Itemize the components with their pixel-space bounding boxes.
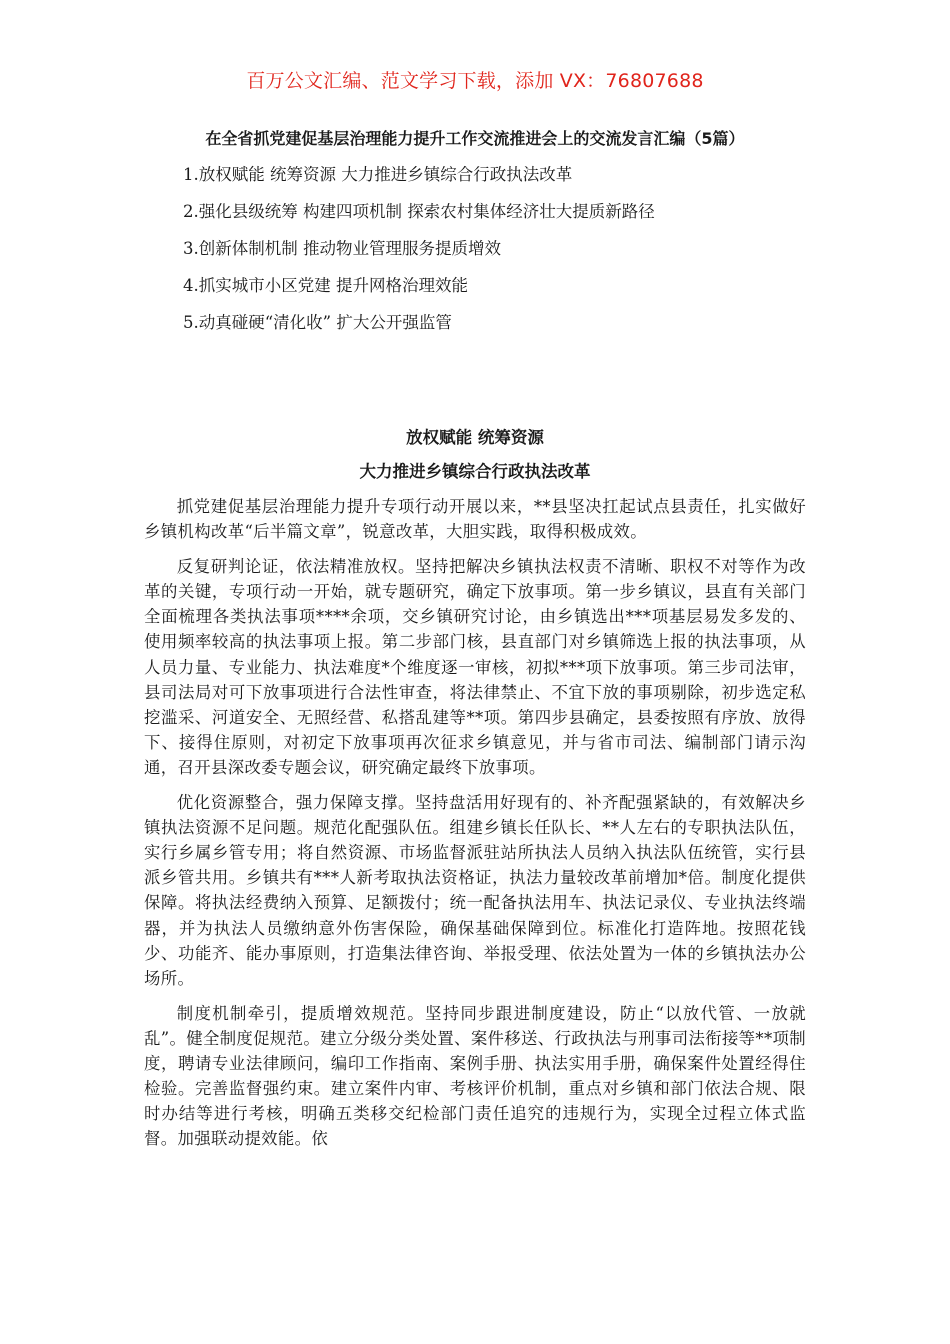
body-paragraph: 制度机制牵引，提质增效规范。坚持同步跟进制度建设，防止“以放代管、一放就乱”。健全制度促规范。建立分级分类处置、案件移送、行政执法与刑事司法衔接等**项制度，聘请专业法律顾问，编印工作指南、案例手册、执法实用手册，确保案件处置经得住检验。完善监督强约束。建立案件内审、考核评价机制，重点对乡镇和部门依法合规、限时办结等进行考核，明确五类移交纪检部门责任追究的违规行为，实现全过程立体式监督。加强联动提效能。依	[144, 1003, 806, 1149]
section-title-line1: 放权赋能 统筹资源	[406, 428, 544, 447]
body-paragraph: 抓党建促基层治理能力提升专项行动开展以来，**县坚决扛起试点县责任，扎实做好乡镇机构改革“后半篇文章”，锐意改革，大胆实践，取得积极成效。	[144, 497, 806, 542]
toc-item: 1.放权赋能 统筹资源 大力推进乡镇综合行政执法改革	[183, 165, 573, 184]
section-body	[144, 494, 806, 1161]
body-paragraph: 优化资源整合，强力保障支撑。坚持盘活用好现有的、补齐配强紧缺的，有效解决乡镇执法资源不足问题。规范化配强队伍。组建乡镇长任队长、**人左右的专职执法队伍，实行乡属乡管专用；将自然资源、市场监督派驻站所执法人员纳入执法队伍统管，实行县派乡管共用。乡镇共有***人新考取执法资格证，执法力量较改革前增加*倍。制度化提供保障。将执法经费纳入预算、足额拨付；统一配备执法用车、执法记录仪、专业执法终端器，并为执法人员缴纳意外伤害保险，确保基础保障到位。标准化打造阵地。按照花钱少、功能齐、能办事原则，打造集法律咨询、举报受理、依法处置为一体的乡镇执法办公场所。	[144, 793, 806, 988]
toc-item: 5.动真碰硬“清化收” 扩大公开强监管	[183, 313, 452, 332]
section-title-line2: 大力推进乡镇综合行政执法改革	[359, 462, 591, 481]
toc-item: 4.抓实城市小区党建 提升网格治理效能	[183, 276, 468, 295]
toc-item: 3.创新体制机制 推动物业管理服务提质增效	[183, 239, 501, 258]
body-paragraph: 反复研判论证，依法精准放权。坚持把解决乡镇执法权责不清晰、职权不对等作为改革的关键，专项行动一开始，就专题研究，确定下放事项。第一步乡镇议，县直有关部门全面梳理各类执法事项****余项，交乡镇研究讨论，由乡镇选出***项基层易发多发的、使用频率较高的执法事项上报。第二步部门核，县直部门对乡镇筛选上报的执法事项，从人员力量、专业能力、执法难度*个维度逐一审核，初拟***项下放事项。第三步司法审，县司法局对可下放事项进行合法性审查，将法律禁止、不宜下放的事项剔除，初步选定私挖滥采、河道安全、无照经营、私搭乱建等**项。第四步县确定，县委按照有序放、放得下、接得住原则，对初定下放事项再次征求乡镇意见，并与省市司法、编制部门请示沟通，召开县深改委专题会议，研究确定最终下放事项。	[144, 557, 806, 777]
toc-item: 2.强化县级统筹 构建四项机制 探索农村集体经济壮大提质新路径	[183, 202, 655, 221]
document-title: 在全省抓党建促基层治理能力提升工作交流推进会上的交流发言汇编（5篇）	[205, 129, 745, 148]
table-of-contents	[183, 162, 823, 347]
promo-banner: 百万公文汇编、范文学习下载，添加 VX：76807688	[246, 70, 704, 92]
